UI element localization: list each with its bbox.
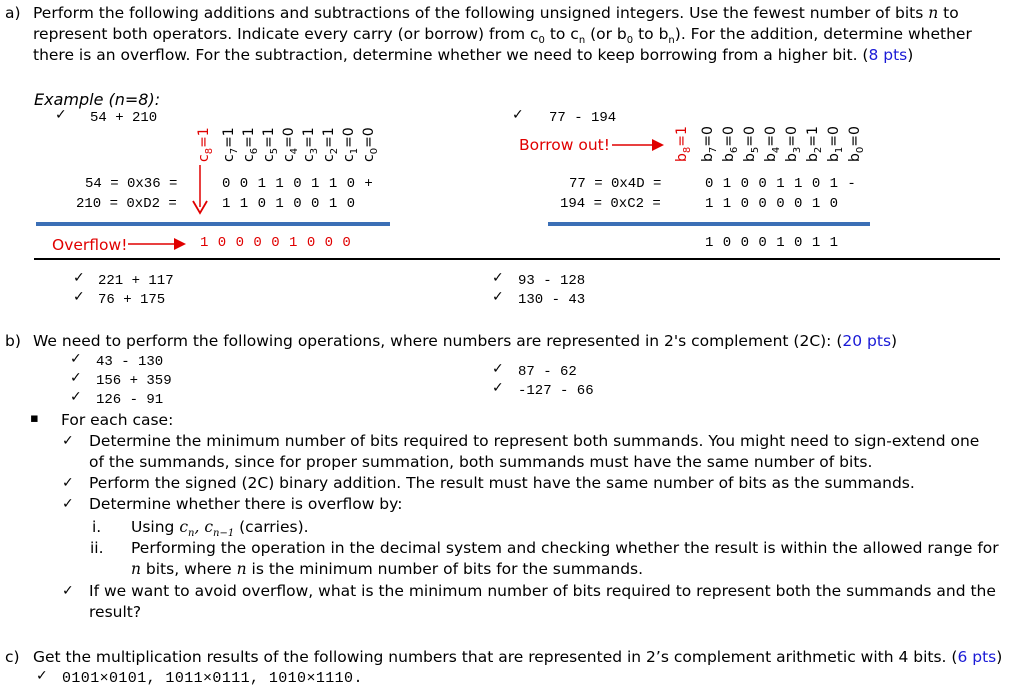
points-c: 6 pts [957, 648, 997, 666]
borrow-b8: $b_8=1$ [674, 126, 693, 162]
check-icon: ✓ [73, 270, 85, 286]
item4b: result? [89, 603, 142, 621]
carry-c0: $c_0=0$ [361, 127, 380, 162]
ex2-row2-bits: 1 1 0 0 0 0 1 0 [705, 196, 839, 212]
ex1-row1-label: 54 = 0x36 = [85, 176, 178, 192]
carry-c7: $c_7=1$ [221, 127, 240, 162]
borrow-b7: $b_7=0$ [700, 126, 719, 162]
points-a: 8 pts [868, 46, 908, 64]
check-icon: ✓ [492, 270, 504, 286]
check-icon: ✓ [62, 433, 74, 449]
ex1-row2-bits: 1 1 0 1 0 0 1 0 [222, 196, 356, 212]
borrow-b2: $b_2=1$ [805, 126, 824, 162]
part-c-text: Get the multiplication results of the following numbers that are represented in 2’s complement arithmetic with 4 bits. (6 pts) [33, 648, 1003, 666]
part-b-intro: We need to perform the following operations, where numbers are represented in 2's complement (2C): (20 pts) [33, 332, 898, 350]
borrow-b0: $b_0=0$ [847, 126, 866, 162]
bullet-icon: ▪ [30, 411, 39, 426]
example-label: Example (n=8): [34, 90, 161, 109]
borrow-b1: $b_1=0$ [826, 126, 845, 162]
carry-c3: $c_3=1$ [301, 127, 320, 162]
part-c-label: c) [5, 648, 20, 666]
carry-c4: $c_4=0$ [281, 127, 300, 162]
op-a3: 93 - 128 [518, 273, 586, 289]
ex2-row2-label: 194 = 0xC2 = [560, 196, 661, 212]
check-icon: ✓ [492, 289, 504, 305]
op-b2: 156 + 359 [96, 373, 172, 389]
op-b1: 43 - 130 [96, 354, 164, 370]
ex2-sum-line [548, 222, 870, 226]
sub-ii-label: ii. [90, 539, 104, 557]
carry-c2: $c_2=1$ [321, 127, 340, 162]
check-icon: ✓ [73, 289, 85, 305]
ex2-title: 77 - 194 [549, 110, 617, 126]
part-a-label: a) [5, 4, 21, 22]
carry-c8: $c_8=1$ [196, 127, 215, 162]
ex2-result: 1 0 0 0 1 0 1 1 [705, 235, 839, 251]
check-icon: ✓ [492, 380, 504, 396]
op-a2: 76 + 175 [98, 292, 166, 308]
op-b3: 126 - 91 [96, 392, 164, 408]
points-b: 20 pts [842, 332, 892, 350]
op-b4: 87 - 62 [518, 364, 577, 380]
check-icon: ✓ [62, 496, 74, 512]
ex1-result: 1 0 0 0 0 1 0 0 0 [200, 235, 352, 251]
sub-i-label: i. [92, 518, 102, 536]
part-a-line3: there is an overflow. For the subtraction, determine whether we need to keep borrowing from a higher bit. (8 pts) [33, 46, 914, 64]
item4a: If we want to avoid overflow, what is the minimum number of bits required to represent both the summands and the [89, 582, 996, 600]
sub-ii-text-b: n bits, where n is the minimum number of bits for the summands. [131, 560, 644, 578]
overflow-arrow [128, 236, 190, 252]
check-icon: ✓ [70, 351, 82, 367]
part-b-label: b) [5, 332, 21, 350]
ex1-title: 54 + 210 [90, 110, 158, 126]
overflow-label: Overflow! [52, 236, 128, 254]
carry-c6: $c_6=1$ [241, 127, 260, 162]
op-a1: 221 + 117 [98, 273, 174, 289]
check-icon: ✓ [512, 107, 524, 123]
op-a4: 130 - 43 [518, 292, 586, 308]
borrow-out-label: Borrow out! [519, 136, 610, 154]
sub-ii-text-a: Performing the operation in the decimal system and checking whether the result is within the allowed range for [131, 539, 999, 557]
check-icon: ✓ [492, 361, 504, 377]
check-icon: ✓ [70, 389, 82, 405]
divider [34, 258, 1000, 260]
check-icon: ✓ [70, 370, 82, 386]
check-icon: ✓ [36, 668, 48, 684]
item2: Perform the signed (2C) binary addition. The result must have the same number of bits as the summands. [89, 474, 915, 492]
ex1-row2-label: 210 = 0xD2 = [76, 196, 177, 212]
ex1-sum-line [36, 222, 390, 226]
carry-c5: $c_5=1$ [261, 127, 280, 162]
ex2-row1-label: 77 = 0x4D = [569, 176, 662, 192]
check-icon: ✓ [55, 107, 67, 123]
sub-i-text: Using $c_n$, $c_{n-1}$ (carries). [131, 518, 309, 540]
check-icon: ✓ [62, 475, 74, 491]
borrow-out-arrow [612, 137, 668, 153]
borrow-b5: $b_5=0$ [742, 126, 761, 162]
ex1-row1-bits: 0 0 1 1 0 1 1 0 + [222, 176, 374, 192]
carry-out-arrow [190, 165, 210, 217]
item3: Determine whether there is overflow by: [89, 495, 403, 513]
borrow-b6: $b_6=0$ [721, 126, 740, 162]
borrow-b4: $b_4=0$ [763, 126, 782, 162]
part-a-line1: Perform the following additions and subtractions of the following unsigned integers. Use the fewest number of bits n to [33, 4, 959, 22]
part-a-line2: represent both operators. Indicate every carry (or borrow) from $c_0$ to $c_n$ (or $b_0$ to $b_n$). For the addition, determine whether [33, 25, 972, 47]
carry-c1: $c_1=0$ [341, 127, 360, 162]
item1a: Determine the minimum number of bits required to represent both summands. You might need to sign-extend one [89, 432, 980, 450]
op-b5: -127 - 66 [518, 383, 594, 399]
item1b: of the summands, since for proper summation, both summands must have the same number of bits. [89, 453, 873, 471]
check-icon: ✓ [62, 583, 74, 599]
ex2-row1-bits: 0 1 0 0 1 1 0 1 - [705, 176, 857, 192]
part-c-ops: 0101×0101, 1011×0111, 1010×1110. [62, 670, 363, 687]
borrow-b3: $b_3=0$ [784, 126, 803, 162]
for-each: For each case: [61, 411, 174, 429]
